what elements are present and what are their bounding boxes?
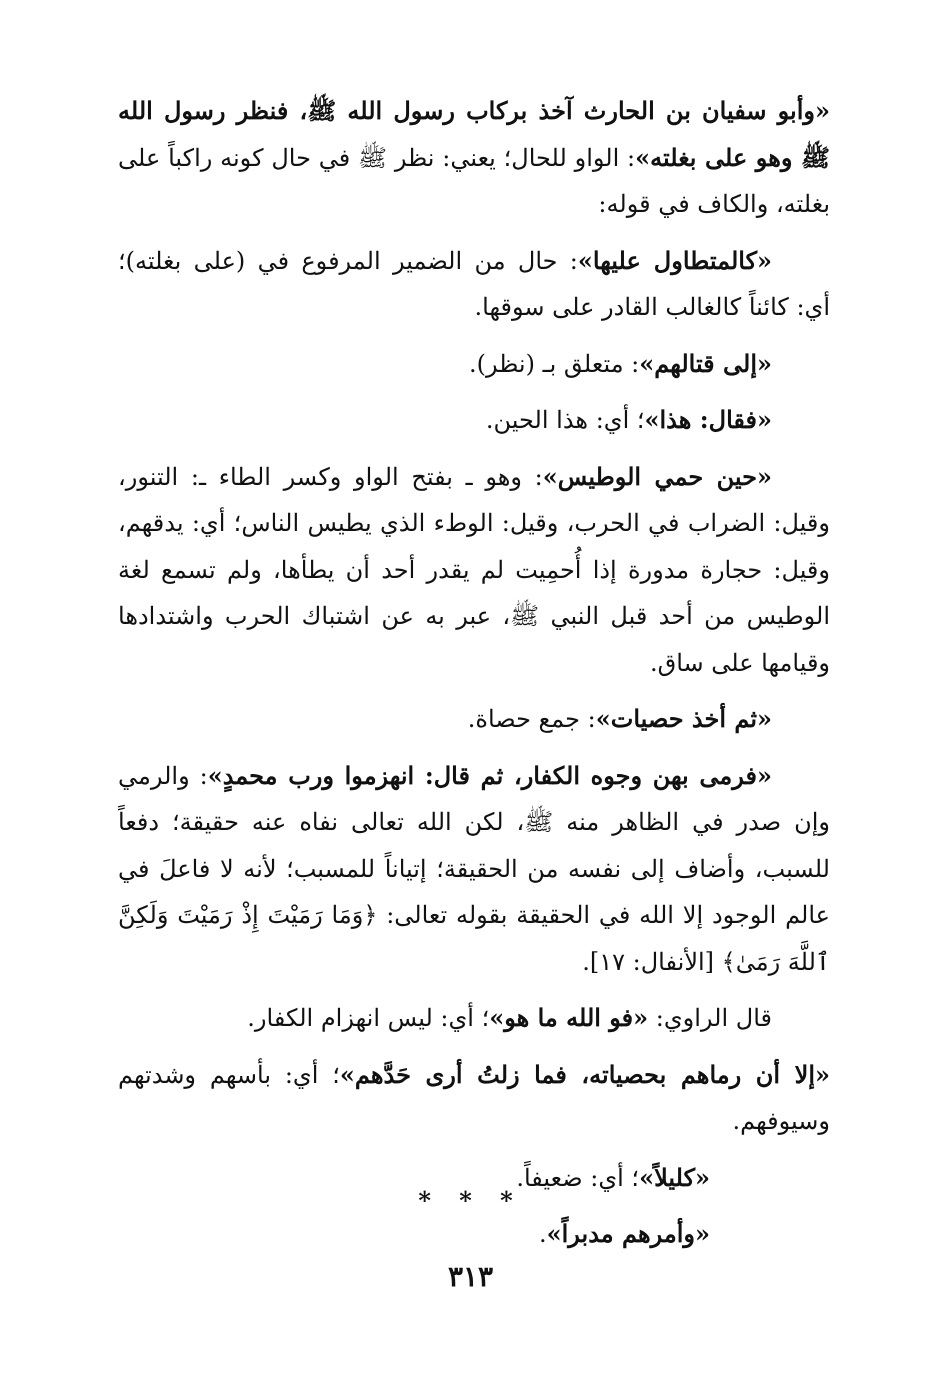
commentary: : حال من الضمير المرفوع في (على بغلته)؛ أي: كائناً كالغالب القادر على سوقها. — [118, 246, 830, 321]
quoted-phrase: «وأبو سفيان بن الحارث آخذ بركاب رسول الله ﷺ، فنظر رسول الله ﷺ وهو على بغلته» — [118, 96, 830, 172]
commentary: ؛ أي: ضعيفاً. — [516, 1163, 640, 1192]
section-divider-ornament: * * * — [418, 1186, 523, 1215]
quoted-phrase: «إلا أن رماهم بحصياته، فما زلتُ أرى حَدَّهم» — [339, 1059, 831, 1089]
quoted-phrase: «فرمى بهن وجوه الكفار، ثم قال: انهزموا ورب محمدٍ» — [207, 760, 772, 790]
commentary-text — [118, 88, 830, 1268]
commentary: : متعلق بـ (نظر). — [468, 349, 640, 378]
quoted-phrase: «فقال: هذا» — [644, 405, 772, 434]
paragraph-3 — [118, 341, 830, 388]
commentary: : الواو للحال؛ يعني: نظر ﷺ في حال كونه راكباً على بغلته، والكاف في قوله: — [118, 143, 830, 218]
quoted-phrase: «وأمرهم مدبراً» — [546, 1219, 710, 1248]
page-number: ٣١٣ — [447, 1260, 494, 1293]
commentary: ؛ أي: بأسهم وشدتهم وسيوفهم. — [118, 1060, 830, 1135]
quoted-phrase: «إلى قتالهم» — [639, 348, 772, 378]
paragraph-11 — [118, 1211, 830, 1258]
paragraph-9 — [118, 1052, 830, 1145]
commentary: : والرمي وإن صدر في الظاهر منه ﷺ، لكن الله تعالى نفاه عنه حقيقة؛ دفعاً للسبب، وأضاف إلى نفسه من الحقيقة؛ إتياناً للمسبب؛ لأنه لا فاعلَ في عالم الوجود إلا الله في الحقيقة بقوله تعالى: ﴿وَمَا رَمَيْتَ إِذْ رَمَيْتَ وَلَكِنَّ ٱللَّهَ رَمَىٰ﴾ [الأنفال: ١٧]. — [118, 761, 830, 976]
narrator-prefix: قال الراوي: — [648, 1004, 772, 1032]
paragraph-4 — [118, 397, 830, 444]
commentary: ؛ أي: ليس انهزام الكفار. — [247, 1004, 490, 1032]
commentary: : جمع حصاة. — [467, 705, 596, 733]
quoted-phrase: «كليلاً» — [639, 1162, 710, 1192]
paragraph-7 — [118, 753, 830, 986]
quoted-phrase: «فو الله ما هو» — [489, 1003, 649, 1032]
paragraph-6 — [118, 696, 830, 743]
quoted-phrase: «حين حمي الوطيس» — [542, 461, 773, 491]
paragraph-8 — [118, 995, 830, 1042]
commentary: . — [538, 1220, 547, 1248]
paragraph-5 — [118, 454, 830, 687]
quoted-phrase: «ثم أخذ حصيات» — [595, 704, 772, 733]
commentary: ؛ أي: هذا الحين. — [485, 406, 645, 434]
paragraph-1 — [118, 88, 830, 228]
commentary: : وهو ـ بفتح الواو وكسر الطاء ـ: التنور، وقيل: الضراب في الحرب، وقيل: الوطء الذي يطيس الناس؛ أي: يدقهم، وقيل: حجارة مدورة إذا أُحمِيت لم يقدر أحد أن يطأها، ولم تسمع لغة الوطيس من أحد قبل النبي ﷺ، عبر به عن اشتباك الحرب واشتدادها وقيامها على ساق. — [118, 462, 830, 677]
quoted-phrase: «كالمتطاول عليها» — [577, 245, 772, 275]
paragraph-2 — [118, 238, 830, 331]
